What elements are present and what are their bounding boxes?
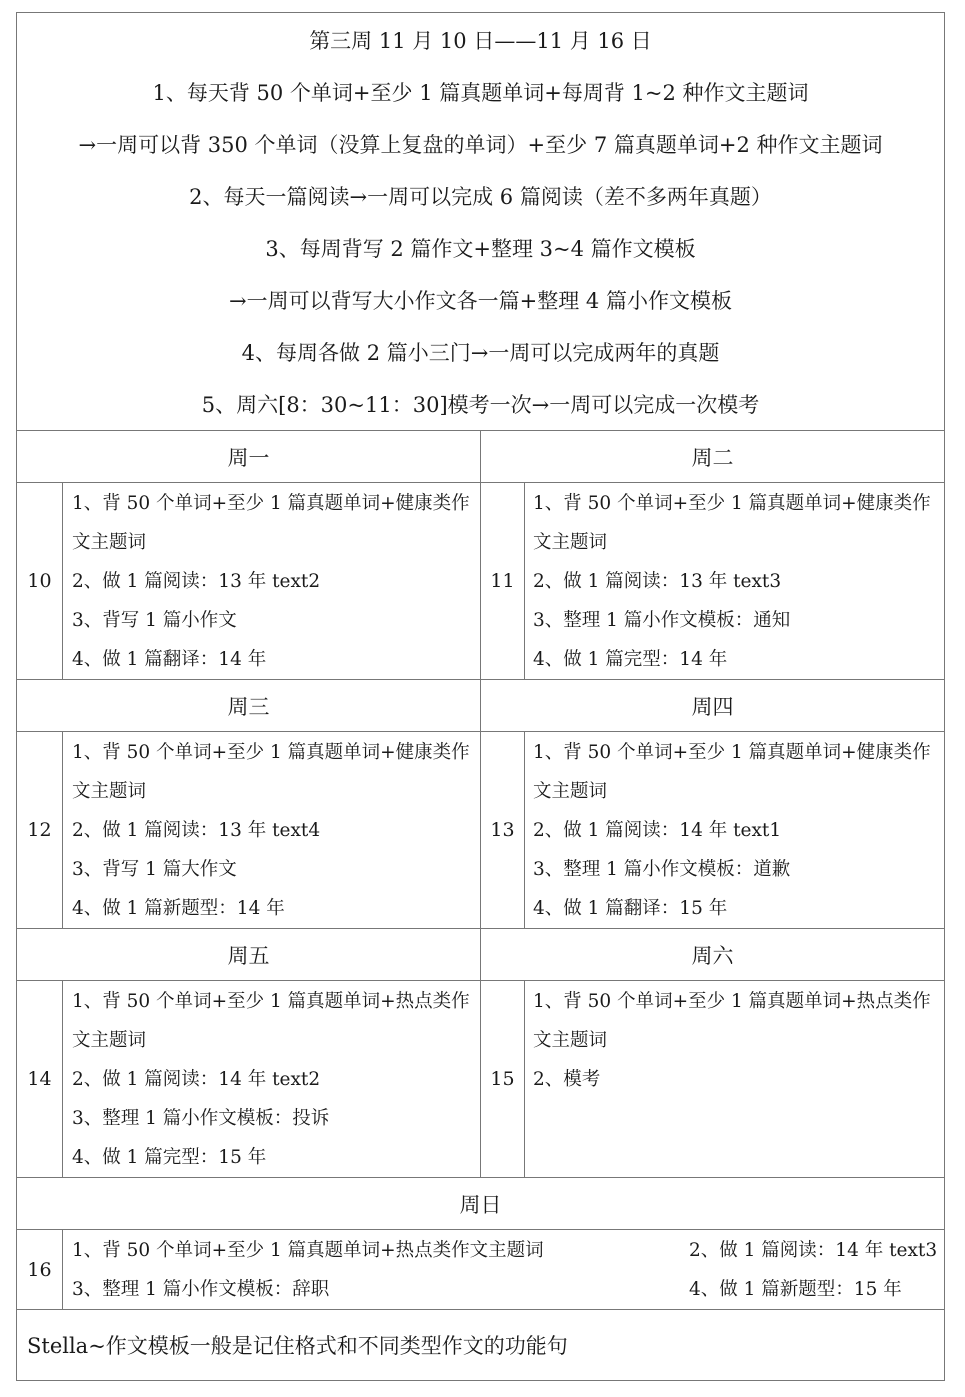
day-name-monday: 周一	[227, 445, 270, 470]
tasks-tuesday	[533, 484, 931, 679]
date-thursday: 13	[490, 819, 515, 841]
task-line: 3、背写 1 篇大作文	[72, 859, 237, 880]
date-monday: 10	[27, 570, 52, 592]
date-tuesday: 11	[490, 570, 515, 592]
task-line: 4、做 1 篇完型：14 年	[533, 649, 728, 670]
task-line: 4、做 1 篇翻译：14 年	[72, 649, 267, 670]
day-header-sunday	[17, 1178, 944, 1230]
task-line: 文主题词	[533, 781, 608, 802]
goal-line-6: 4、每周各做 2 篇小三门→一周可以完成两年的真题	[241, 341, 720, 365]
task-line: 3、整理 1 篇小作文模板：道歉	[533, 859, 791, 880]
task-line: 2、模考	[533, 1069, 601, 1090]
task-line: 4、做 1 篇新题型：14 年	[72, 898, 285, 919]
goal-line-3: 2、每天一篇阅读→一周可以完成 6 篇阅读（差不多两年真题）	[189, 185, 772, 209]
tasks-saturday	[533, 982, 931, 1099]
task-line: 4、做 1 篇新题型：15 年	[689, 1279, 902, 1300]
footer-note: Stella~作文模板一般是记住格式和不同类型作文的功能句	[27, 1334, 568, 1358]
task-line: 文主题词	[533, 1030, 608, 1051]
task-line: 文主题词	[72, 1030, 147, 1051]
date-saturday: 15	[490, 1068, 515, 1090]
tasks-thursday	[533, 733, 931, 928]
day-name-thursday: 周四	[691, 694, 734, 719]
goal-line-1: 1、每天背 50 个单词+至少 1 篇真题单词+每周背 1~2 种作文主题词	[152, 81, 809, 105]
tasks-friday	[72, 982, 470, 1177]
day-body-row-1	[17, 483, 944, 680]
day-name-wednesday: 周三	[227, 694, 270, 719]
study-plan-table	[16, 12, 945, 1381]
day-body-sunday	[17, 1230, 944, 1310]
date-wednesday: 12	[27, 819, 52, 841]
task-line: 1、背 50 个单词+至少 1 篇真题单词+热点类作	[533, 991, 931, 1012]
goal-line-2: →一周可以背 350 个单词（没算上复盘的单词）+至少 7 篇真题单词+2 种作文主题词	[78, 133, 883, 157]
day-name-sunday: 周日	[459, 1192, 502, 1217]
tasks-sunday-right	[689, 1231, 937, 1309]
date-sunday: 16	[27, 1258, 52, 1281]
goal-line-4: 3、每周背写 2 篇作文+整理 3~4 篇作文模板	[265, 237, 696, 261]
task-line: 文主题词	[533, 532, 608, 553]
day-name-tuesday: 周二	[691, 445, 734, 470]
day-body-row-3	[17, 981, 944, 1178]
tasks-monday	[72, 484, 470, 679]
task-line: 3、整理 1 篇小作文模板：通知	[533, 610, 791, 631]
task-line: 1、背 50 个单词+至少 1 篇真题单词+健康类作	[72, 493, 470, 514]
task-line: 2、做 1 篇阅读：13 年 text3	[533, 571, 782, 592]
day-name-friday: 周五	[227, 943, 270, 968]
footer-row	[17, 1310, 944, 1380]
task-line: 3、整理 1 篇小作文模板：辞职	[72, 1279, 330, 1300]
task-line: 2、做 1 篇阅读：13 年 text4	[72, 820, 321, 841]
date-friday: 14	[27, 1068, 52, 1090]
task-line: 1、背 50 个单词+至少 1 篇真题单词+健康类作	[533, 493, 931, 514]
task-line: 3、整理 1 篇小作文模板：投诉	[72, 1108, 330, 1129]
tasks-wednesday	[72, 733, 470, 928]
task-line: 文主题词	[72, 781, 147, 802]
task-line: 4、做 1 篇翻译：15 年	[533, 898, 728, 919]
task-line: 4、做 1 篇完型：15 年	[72, 1147, 267, 1168]
goal-line-7: 5、周六[8：30~11：30]模考一次→一周可以完成一次模考	[201, 393, 760, 417]
task-line: 2、做 1 篇阅读：13 年 text2	[72, 571, 321, 592]
task-line: 2、做 1 篇阅读：14 年 text3	[689, 1240, 938, 1261]
day-header-row-1	[17, 431, 944, 483]
day-body-row-2	[17, 732, 944, 929]
task-line: 3、背写 1 篇小作文	[72, 610, 237, 631]
task-line: 1、背 50 个单词+至少 1 篇真题单词+热点类作	[72, 991, 470, 1012]
week-title: 第三周 11 月 10 日——11 月 16 日	[309, 29, 652, 53]
tasks-sunday-left	[72, 1231, 544, 1309]
task-line: 2、做 1 篇阅读：14 年 text1	[533, 820, 782, 841]
day-name-saturday: 周六	[691, 943, 734, 968]
plan-header	[17, 13, 944, 431]
goal-line-5: →一周可以背写大小作文各一篇+整理 4 篇小作文模板	[229, 289, 732, 313]
day-header-row-3	[17, 929, 944, 981]
day-header-row-2	[17, 680, 944, 732]
task-line: 2、做 1 篇阅读：14 年 text2	[72, 1069, 321, 1090]
task-line: 1、背 50 个单词+至少 1 篇真题单词+健康类作	[533, 742, 931, 763]
task-line: 1、背 50 个单词+至少 1 篇真题单词+健康类作	[72, 742, 470, 763]
task-line: 1、背 50 个单词+至少 1 篇真题单词+热点类作文主题词	[72, 1240, 544, 1261]
task-line: 文主题词	[72, 532, 147, 553]
